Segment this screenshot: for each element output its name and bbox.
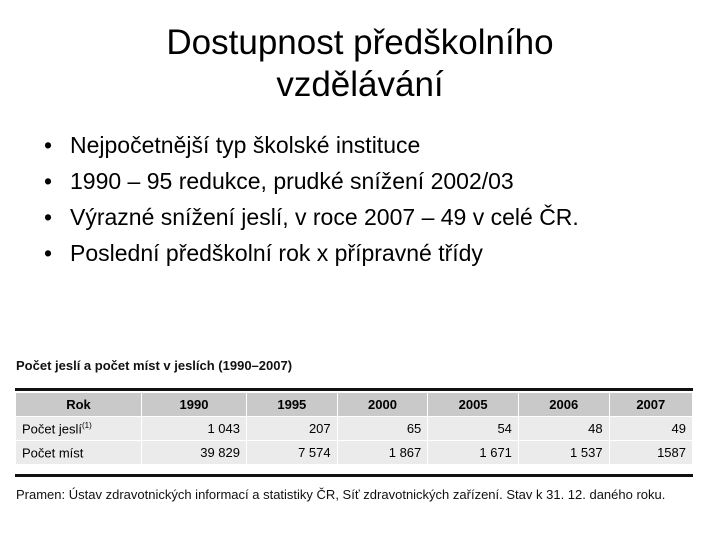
bullet-dot: • — [44, 204, 53, 230]
table-header-row — [16, 393, 693, 417]
column-header: 2005 — [428, 393, 519, 417]
bullet-dot: • — [44, 132, 53, 158]
bullet-list — [40, 130, 660, 274]
table-cell: 65 — [337, 417, 428, 441]
table-cell: 49 — [609, 417, 692, 441]
bullet-text: Výrazné snížení jeslí, v roce 2007 – 49 v celé ČR. — [70, 204, 579, 230]
bullet-item — [40, 130, 660, 160]
source-note: Pramen: Ústav zdravotnických informací a statistiky ČR, Síť zdravotnických zařízení. Stav k 31. 12. daného roku. — [16, 487, 666, 502]
table-cell: 7 574 — [247, 441, 338, 465]
row-label-footnote: (1) — [81, 420, 92, 430]
table-row — [16, 441, 693, 465]
bullet-text: Poslední předškolní rok x přípravné třídy — [70, 240, 483, 266]
table-caption: Počet jeslí a počet míst v jeslích (1990–2007) — [16, 358, 293, 373]
table-cell: 1 043 — [142, 417, 247, 441]
column-header: 2007 — [609, 393, 692, 417]
table-cell: 48 — [518, 417, 609, 441]
table-cell: 207 — [247, 417, 338, 441]
column-header: 1990 — [142, 393, 247, 417]
bullet-dot: • — [44, 168, 53, 194]
column-header: 2006 — [518, 393, 609, 417]
bullet-item — [40, 202, 660, 232]
nursery-table — [15, 392, 693, 465]
table-cell: 1 537 — [518, 441, 609, 465]
slide-title-line-2: vzdělávání — [276, 65, 444, 104]
column-header: Rok — [16, 393, 142, 417]
column-header: 2000 — [337, 393, 428, 417]
column-header: 1995 — [247, 393, 338, 417]
slide-title-line-1: Dostupnost předškolního — [166, 23, 554, 62]
row-label-text: Počet míst — [22, 445, 84, 461]
table-cell: 1587 — [609, 441, 692, 465]
table-cell: 54 — [428, 417, 519, 441]
row-label — [16, 417, 142, 441]
table-bottom-rule — [15, 474, 693, 477]
bullet-text: Nejpočetnější typ školské instituce — [70, 132, 421, 158]
bullet-text: 1990 – 95 redukce, prudké snížení 2002/03 — [70, 168, 514, 194]
table-top-rule — [15, 388, 693, 391]
table-cell: 1 867 — [337, 441, 428, 465]
slide-title — [0, 22, 720, 106]
row-label-text: Počet jeslí — [22, 421, 82, 437]
bullet-dot: • — [44, 240, 53, 266]
table-row — [16, 417, 693, 441]
row-label — [16, 441, 142, 465]
table-cell: 39 829 — [142, 441, 247, 465]
bullet-item — [40, 166, 660, 196]
table-cell: 1 671 — [428, 441, 519, 465]
bullet-item — [40, 238, 660, 268]
